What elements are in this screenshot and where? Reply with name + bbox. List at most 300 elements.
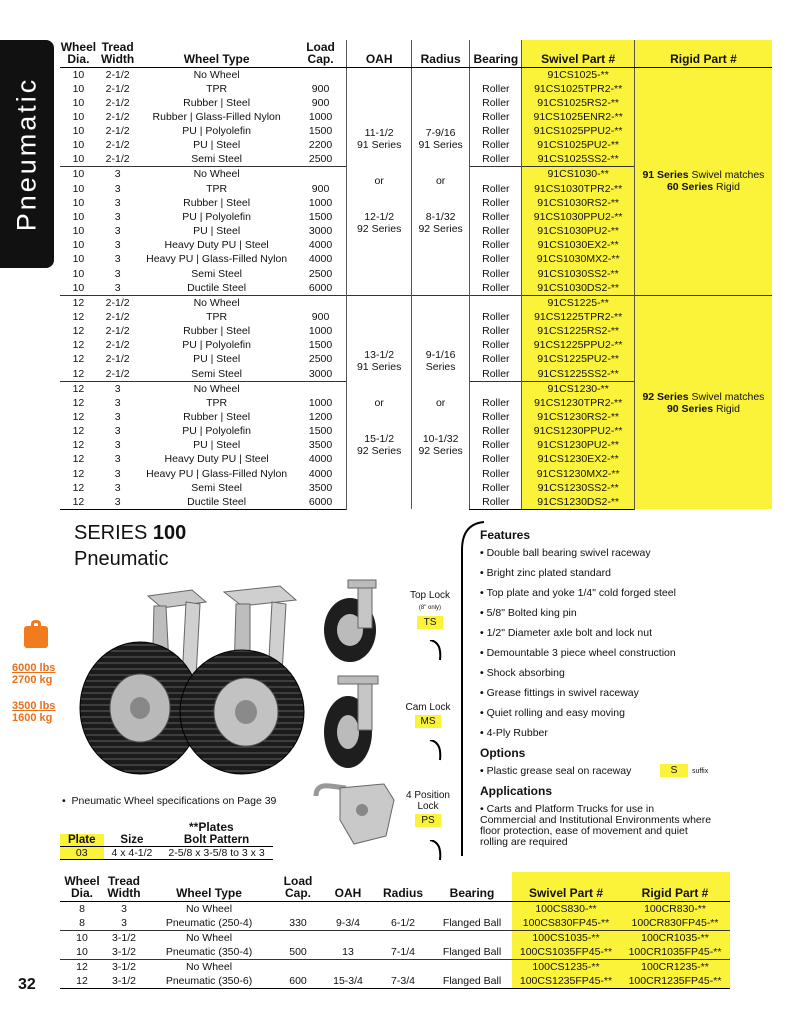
pneumatic-caster-image xyxy=(74,582,310,778)
oah-value: 15-1/2 xyxy=(364,432,395,445)
table-header: Load Cap. xyxy=(274,872,322,901)
swivel-part-cell: 91CS1230EX2-** xyxy=(522,452,635,466)
table-cell: Roller xyxy=(470,238,522,252)
table-cell: 12 xyxy=(72,453,85,466)
table-cell: 12 xyxy=(60,295,97,310)
table-cell: 500 xyxy=(289,945,307,958)
cam-lock-image xyxy=(318,674,396,774)
table-cell: 12 xyxy=(72,353,85,366)
feature-item: • 1/2" Diameter axle bolt and lock nut xyxy=(480,628,776,639)
table-cell: 2-1/2 xyxy=(105,339,130,352)
applications-body: Carts and Platform Trucks for use in Commercial and Institutional Environments where floor protection, ease of movement and quiet rolling are required xyxy=(480,803,712,848)
top-spec-table xyxy=(60,40,772,510)
table-cell: 7-3/4 xyxy=(374,974,432,989)
table-cell: Roller xyxy=(470,267,522,281)
table-cell xyxy=(470,295,522,310)
table-cell: 10 xyxy=(72,196,85,209)
table-cell: Roller xyxy=(470,396,522,410)
table-cell: Roller xyxy=(470,210,522,224)
table-header: Rigid Part # xyxy=(634,40,772,67)
table-cell xyxy=(295,167,347,182)
table-cell: 6000 xyxy=(308,281,333,294)
table-cell: 10 xyxy=(72,239,85,252)
table-cell: 3 xyxy=(121,916,127,929)
table-cell: Semi Steel xyxy=(191,267,243,280)
table-cell: PU | Steel xyxy=(193,439,241,452)
table-cell: Ductile Steel xyxy=(138,495,294,510)
applications-text: • Carts and Platform Trucks for use in Commercial and Institutional Environments where floor protection, ease of movement and quiet rolling are required xyxy=(480,803,712,848)
table-cell: 2-1/2 xyxy=(105,325,130,338)
bottom-spec-table xyxy=(60,872,730,989)
table-cell: 10 xyxy=(72,182,85,195)
table-cell: Roller xyxy=(470,196,522,210)
table-cell: 100CR830FP45-** xyxy=(620,916,730,931)
table-cell: 10 xyxy=(72,68,85,81)
table-cell: PU | Steel xyxy=(193,353,241,366)
table-cell: 100CS1235FP45-** xyxy=(512,974,620,989)
swivel-part-cell: 91CS1030MX2-** xyxy=(522,252,635,266)
table-header: Bearing xyxy=(432,872,512,901)
table-header: Radius xyxy=(374,872,432,901)
swivel-part-cell: 91CS1230DS2-** xyxy=(522,495,635,510)
table-cell: 1200 xyxy=(308,410,333,423)
table-cell: 3 xyxy=(114,281,121,294)
table-cell: No Wheel xyxy=(193,68,240,81)
spec-note-text: Pneumatic Wheel specifications on Page 39 xyxy=(71,795,277,807)
radius-cell xyxy=(411,295,469,509)
rigid-note-text: Rigid xyxy=(713,181,740,194)
table-cell: 13 xyxy=(342,945,354,958)
table-cell: 12 xyxy=(72,325,85,338)
rigid-note-bold: 60 Series xyxy=(666,181,714,194)
table-cell: 2-1/2 xyxy=(105,367,130,380)
feature-item: • 4-Ply Rubber xyxy=(480,728,776,739)
table-cell: 3500 xyxy=(308,439,333,452)
table-cell: 7-1/4 xyxy=(391,945,415,958)
table-cell: Roller xyxy=(470,424,522,438)
spec-note: • Pneumatic Wheel specifications on Page 39 xyxy=(62,795,277,807)
swivel-part-cell: 91CS1225-** xyxy=(522,295,635,310)
table-cell: 12 xyxy=(72,424,85,437)
table-cell: 3 xyxy=(114,396,121,409)
radius-value: 7-9/16 xyxy=(425,127,456,140)
table-cell: 3 xyxy=(114,410,121,423)
swivel-part-cell: 91CS1025ENR2-** xyxy=(522,110,635,124)
table-cell: 100CR1035FP45-** xyxy=(620,945,730,960)
table-row xyxy=(60,945,730,960)
series-name: Pneumatic xyxy=(74,548,169,570)
table-cell: 12 xyxy=(72,481,85,494)
table-cell: 10 xyxy=(72,139,85,152)
table-cell: 3 xyxy=(97,381,139,396)
feature-item: • Top plate and yoke 1/4" cold forged steel xyxy=(480,588,776,599)
table-cell: 100CS1035-** xyxy=(512,930,620,945)
table-cell: 4000 xyxy=(308,467,333,480)
table-cell: Rubber | Steel xyxy=(183,410,251,423)
table-cell: Roller xyxy=(470,466,522,480)
feature-item: • Quiet rolling and easy moving xyxy=(480,708,776,719)
table-cell: No Wheel xyxy=(138,295,294,310)
radius-value: or xyxy=(435,396,446,409)
plates-cell-size: 4 x 4-1/2 xyxy=(104,847,161,860)
oah-value: 92 Series xyxy=(356,223,402,236)
table-cell: Roller xyxy=(470,495,522,510)
table-cell: 3 xyxy=(114,467,121,480)
table-cell: 3-1/2 xyxy=(104,930,144,945)
table-row xyxy=(60,67,772,82)
top-lock-note: (8" only) xyxy=(418,605,442,611)
table-cell: 12 xyxy=(60,495,97,510)
swivel-part-cell: 91CS1030RS2-** xyxy=(522,196,635,210)
table-cell: 900 xyxy=(311,82,330,95)
radius-value: Series xyxy=(425,360,456,373)
table-header: Swivel Part # xyxy=(512,872,620,901)
section-tab xyxy=(0,40,54,268)
table-cell: 3 xyxy=(114,196,121,209)
table-cell xyxy=(322,959,374,974)
table-cell: 2-1/2 xyxy=(105,96,130,109)
table-cell: 3 xyxy=(114,225,121,238)
table-cell: 12 xyxy=(72,310,85,323)
table-cell: No Wheel xyxy=(138,167,294,182)
table-cell: Roller xyxy=(470,367,522,382)
feature-item: • Double ball bearing swivel raceway xyxy=(480,548,776,559)
swivel-part-cell: 91CS1025PPU2-** xyxy=(522,124,635,138)
table-cell: 2500 xyxy=(308,353,333,366)
table-cell: 1000 xyxy=(308,196,333,209)
swivel-part-cell: 91CS1225TPR2-** xyxy=(522,310,635,324)
top-lock-code: TS xyxy=(417,616,443,629)
features-title: Features xyxy=(480,528,531,542)
table-cell: No Wheel xyxy=(138,381,294,396)
table-cell: 3 xyxy=(114,453,121,466)
table-cell: 10 xyxy=(76,945,88,958)
table-cell: 1000 xyxy=(308,110,333,123)
table-cell: 10 xyxy=(72,96,85,109)
cam-lock-code: MS xyxy=(415,715,441,728)
table-cell: Flanged Ball xyxy=(442,916,502,929)
lock-bracket xyxy=(428,840,444,862)
section-tab-label: Pneumatic xyxy=(11,76,42,232)
swivel-part-cell: 91CS1025PU2-** xyxy=(522,138,635,152)
table-cell: Roller xyxy=(470,152,522,167)
table-row xyxy=(60,295,772,310)
table-cell: Roller xyxy=(470,96,522,110)
swivel-part-cell: 91CS1030PPU2-** xyxy=(522,210,635,224)
table-cell: 2-1/2 xyxy=(97,295,139,310)
table-cell: 6000 xyxy=(295,495,347,510)
table-cell: 1500 xyxy=(308,424,333,437)
oah-value: 12-1/2 xyxy=(364,211,395,224)
swivel-part-cell: 91CS1030PU2-** xyxy=(522,224,635,238)
weight-lbs-2: 3500 lbs xyxy=(12,700,56,712)
table-cell: 12 xyxy=(72,339,85,352)
swivel-part-cell: 91CS1025RS2-** xyxy=(522,96,635,110)
table-cell: 3000 xyxy=(308,225,333,238)
swivel-part-cell: 91CS1230TPR2-** xyxy=(522,396,635,410)
swivel-part-cell: 91CS1025SS2-** xyxy=(522,152,635,167)
table-cell: 3 xyxy=(114,267,121,280)
plates-title: **Plates xyxy=(188,820,234,834)
table-cell: 3 xyxy=(114,481,121,494)
plates-header-size: Size xyxy=(104,834,161,847)
radius-value: 91 Series xyxy=(418,139,463,152)
table-cell: 10 xyxy=(60,930,104,945)
table-cell: 6-1/2 xyxy=(391,916,415,929)
table-cell: 3 xyxy=(114,439,121,452)
table-cell: TPR xyxy=(206,310,228,323)
table-cell: 4000 xyxy=(308,253,333,266)
table-cell: 12 xyxy=(72,367,85,380)
table-cell: PU | Polyolefin xyxy=(182,125,251,138)
table-cell: 10 xyxy=(72,281,85,294)
oah-value: 91 Series xyxy=(356,360,402,373)
swivel-part-cell: 91CS1230RS2-** xyxy=(522,410,635,424)
weight-kg-1: 2700 kg xyxy=(12,674,53,686)
table-header: OAH xyxy=(322,872,374,901)
table-cell: Roller xyxy=(470,138,522,152)
swivel-part-cell: 91CS1225SS2-** xyxy=(522,367,635,382)
table-cell: 3 xyxy=(97,495,139,510)
table-cell: 10 xyxy=(72,82,85,95)
table-cell: Roller xyxy=(470,310,522,324)
swivel-part-cell: 91CS1030-** xyxy=(522,167,635,182)
table-cell: 3 xyxy=(114,424,121,437)
table-cell: Roller xyxy=(470,110,522,124)
radius-value: 8-1/32 xyxy=(425,211,456,224)
table-cell xyxy=(274,930,322,945)
table-cell: PU | Polyolefin xyxy=(182,339,251,352)
table-cell: TPR xyxy=(206,182,228,195)
swivel-part-cell: 91CS1225RS2-** xyxy=(522,324,635,338)
table-cell: 2-1/2 xyxy=(105,125,130,138)
rigid-note-bold: 91 Series xyxy=(642,169,689,182)
table-cell: 1500 xyxy=(308,210,333,223)
rigid-note-text: Rigid xyxy=(713,402,740,415)
table-cell: 3 xyxy=(114,253,121,266)
table-row xyxy=(60,916,730,931)
table-cell: 3500 xyxy=(308,481,333,494)
swivel-part-cell: 91CS1225PPU2-** xyxy=(522,338,635,352)
table-cell: Roller xyxy=(470,324,522,338)
table-cell: No Wheel xyxy=(144,930,274,945)
table-cell: 330 xyxy=(289,916,307,929)
table-cell: Roller xyxy=(470,124,522,138)
table-cell xyxy=(470,167,522,182)
rigid-note-text: Swivel matches xyxy=(688,169,765,182)
table-cell: Roller xyxy=(470,352,522,366)
weight-kg-2: 1600 kg xyxy=(12,712,53,724)
table-cell: PU | Polyolefin xyxy=(182,424,251,437)
table-cell: 12 xyxy=(72,410,85,423)
table-cell: Semi Steel xyxy=(191,367,243,380)
features-list xyxy=(480,548,776,739)
table-cell xyxy=(432,930,512,945)
four-position-lock-image xyxy=(306,780,402,852)
plates-header-plate: Plate xyxy=(60,834,104,847)
table-cell: Semi Steel xyxy=(191,153,243,166)
table-cell: 4000 xyxy=(308,239,333,252)
table-cell: Flanged Ball xyxy=(432,974,512,989)
applications-title: Applications xyxy=(480,784,553,798)
table-cell: 900 xyxy=(311,310,330,323)
table-cell: 15-3/4 xyxy=(322,974,374,989)
table-header: Rigid Part # xyxy=(620,872,730,901)
table-cell: No Wheel xyxy=(144,959,274,974)
table-cell: 1500 xyxy=(308,125,333,138)
table-cell: Pneumatic (250-4) xyxy=(165,916,253,929)
table-cell: 3 xyxy=(114,182,121,195)
feature-item: • 5/8" Bolted king pin xyxy=(480,608,776,619)
rigid-note-cell xyxy=(634,67,772,295)
table-cell: 100CS830FP45-** xyxy=(512,916,620,931)
option-code: S xyxy=(660,764,688,777)
table-cell xyxy=(432,959,512,974)
table-cell: 100CR830-** xyxy=(620,901,730,916)
table-cell: 3-1/2 xyxy=(104,959,144,974)
table-header: OAH xyxy=(347,40,412,67)
table-cell: TPR xyxy=(206,82,228,95)
feature-item: • Grease fittings in swivel raceway xyxy=(480,688,776,699)
swivel-part-cell: 91CS1230PPU2-** xyxy=(522,424,635,438)
table-cell: Roller xyxy=(470,410,522,424)
table-cell: 10 xyxy=(72,153,85,166)
table-cell: 12 xyxy=(60,974,104,989)
table-cell: Roller xyxy=(470,452,522,466)
table-cell: Roller xyxy=(470,82,522,96)
feature-item: • Demountable 3 piece wheel construction xyxy=(480,648,776,659)
table-header: Radius xyxy=(411,40,469,67)
table-cell: 12 xyxy=(60,959,104,974)
swivel-part-cell: 91CS1030EX2-** xyxy=(522,238,635,252)
option-text: Plastic grease seal on raceway xyxy=(486,765,632,777)
top-lock-title: Top Lock xyxy=(409,590,451,601)
oah-value: 91 Series xyxy=(356,139,402,152)
table-cell: 900 xyxy=(311,96,330,109)
swivel-part-cell: 91CS1030SS2-** xyxy=(522,267,635,281)
plates-cell-pattern: 2-5/8 x 3-5/8 to 3 x 3 xyxy=(160,847,272,860)
table-cell: 100CR1235-** xyxy=(620,959,730,974)
table-cell: Roller xyxy=(470,224,522,238)
oah-value: or xyxy=(374,396,384,409)
option-item xyxy=(480,766,776,777)
table-cell xyxy=(274,901,322,916)
table-cell xyxy=(374,901,432,916)
table-cell: Rubber | Steel xyxy=(183,96,251,109)
table-cell: 8 xyxy=(79,916,85,929)
table-cell: 10 xyxy=(72,225,85,238)
series-number: 100 xyxy=(152,522,187,544)
feature-item: • Shock absorbing xyxy=(480,668,776,679)
table-cell: Pneumatic (350-4) xyxy=(165,945,253,958)
swivel-part-cell: 91CS1230MX2-** xyxy=(522,466,635,480)
table-cell: 12 xyxy=(60,381,97,396)
table-cell: 2-1/2 xyxy=(105,82,130,95)
table-cell: 2-1/2 xyxy=(105,110,130,123)
table-cell: 10 xyxy=(72,125,85,138)
table-cell: No Wheel xyxy=(185,902,233,915)
table-cell: 1500 xyxy=(308,339,333,352)
oah-value: or xyxy=(374,175,384,188)
table-cell: Roller xyxy=(470,438,522,452)
table-header: Tread Width xyxy=(104,872,144,901)
table-cell: 2-1/2 xyxy=(105,310,130,323)
table-cell xyxy=(470,67,522,82)
table-cell: PU | Polyolefin xyxy=(182,210,251,223)
swivel-part-cell: 91CS1230SS2-** xyxy=(522,481,635,495)
radius-value: 10-1/32 xyxy=(422,432,459,445)
table-cell: Roller xyxy=(470,252,522,266)
table-cell: 2-1/2 xyxy=(105,353,130,366)
cam-lock-label xyxy=(400,702,456,728)
table-cell xyxy=(295,295,347,310)
table-header: Wheel Type xyxy=(138,40,294,67)
top-lock-image xyxy=(318,578,396,666)
table-cell: 2-1/2 xyxy=(105,139,130,152)
series-prefix: SERIES xyxy=(74,522,153,544)
plates-cell-plate: 03 xyxy=(60,847,104,860)
table-cell xyxy=(374,930,432,945)
oah-value: 92 Series xyxy=(356,444,402,457)
options-title: Options xyxy=(480,746,526,760)
table-cell xyxy=(322,901,374,916)
table-header: Swivel Part # xyxy=(522,40,635,67)
features-panel xyxy=(466,522,776,848)
table-cell: 2200 xyxy=(308,139,333,152)
table-cell: 9-3/4 xyxy=(336,916,360,929)
four-position-lock-code: PS xyxy=(415,814,441,827)
table-cell: 3000 xyxy=(308,367,333,380)
table-cell: Roller xyxy=(470,338,522,352)
cam-lock-title: Cam Lock xyxy=(405,702,451,713)
table-cell: Semi Steel xyxy=(191,481,243,494)
table-cell: Flanged Ball xyxy=(442,945,502,958)
weight-capacity xyxy=(12,620,64,724)
table-cell: 3-1/2 xyxy=(112,945,136,958)
table-cell: 100CS1035FP45-** xyxy=(512,945,620,960)
plates-table xyxy=(60,834,273,860)
table-cell: 8 xyxy=(79,902,85,915)
rigid-note-bold: 90 Series xyxy=(666,402,714,415)
swivel-part-cell: 91CS1025TPR2-** xyxy=(522,82,635,96)
table-cell xyxy=(274,959,322,974)
table-cell: 10 xyxy=(72,210,85,223)
oah-cell xyxy=(347,67,412,295)
radius-cell xyxy=(411,67,469,295)
weight-lbs-1: 6000 lbs xyxy=(12,662,56,674)
radius-value: 9-1/16 xyxy=(425,348,456,361)
table-cell: 10 xyxy=(60,167,97,182)
table-cell: PU | Steel xyxy=(193,225,241,238)
swivel-part-cell: 91CS1230PU2-** xyxy=(522,438,635,452)
table-cell: 100CR1235FP45-** xyxy=(620,974,730,989)
rigid-note-bold: 92 Series xyxy=(642,390,689,403)
table-cell: 10 xyxy=(72,110,85,123)
table-cell: 100CS1235-** xyxy=(512,959,620,974)
oah-value: 11-1/2 xyxy=(364,127,394,140)
table-cell: 2-1/2 xyxy=(105,153,130,166)
series-heading xyxy=(74,520,186,572)
table-cell: 3-1/2 xyxy=(104,974,144,989)
table-cell: 2-1/2 xyxy=(105,68,130,81)
table-header: Wheel Type xyxy=(144,872,274,901)
table-header: Load Cap. xyxy=(295,40,347,67)
table-row xyxy=(60,974,730,989)
table-header: Wheel Dia. xyxy=(60,39,97,66)
table-cell xyxy=(295,381,347,396)
table-cell: 3 xyxy=(114,210,121,223)
table-cell: 1000 xyxy=(308,325,333,338)
